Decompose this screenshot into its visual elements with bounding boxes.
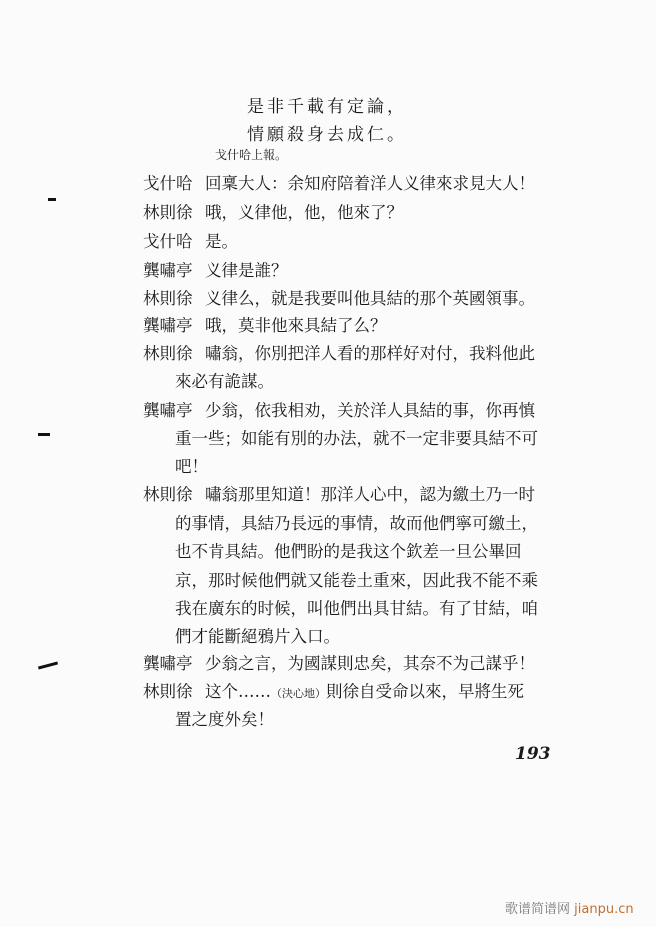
dialogue-line [143, 203, 403, 223]
dialogue-line [143, 401, 535, 421]
stage-direction: 戈什哈上報。 [215, 148, 288, 162]
dialogue-line [143, 261, 288, 281]
speaker: 龔嘯亭 [143, 261, 193, 280]
dialogue-line [143, 316, 387, 336]
speech: 义律是誰？ [205, 261, 288, 280]
speech: 哦，义律他，他，他來了？ [205, 203, 403, 222]
watermark-text: 歌谱简谱网 [505, 902, 571, 917]
dialogue-line [143, 682, 524, 704]
watermark-url: jianpu.cn [574, 902, 634, 917]
speech: 少翁之言，为國謀則忠矣，其奈不为己謀乎！ [205, 654, 535, 673]
speaker: 林則徐 [143, 203, 193, 222]
speech: 嘯翁那里知道！那洋人心中，認为繳土乃一时 [205, 485, 535, 504]
speech: 則徐自受命以來，早將生死 [326, 682, 524, 701]
speaker: 龔嘯亭 [143, 401, 193, 420]
speech: 义律么，就是我要叫他具結的那个英國領事。 [205, 289, 535, 308]
dialogue-continuation: 來必有詭謀。 [175, 372, 274, 391]
dialogue-continuation: 京，那时候他們就又能卷土重來，因此我不能不乘 [175, 571, 538, 590]
margin-mark [48, 198, 56, 201]
page-number: 193 [515, 744, 551, 764]
dialogue-line [143, 232, 238, 252]
dialogue-continuation: 們才能斷絕鴉片入口。 [175, 627, 340, 646]
speaker: 林則徐 [143, 485, 193, 504]
speaker: 戈什哈 [143, 174, 193, 193]
dialogue-continuation: 的事情，具結乃長远的事情，故而他們寧可繳土， [175, 514, 538, 533]
speech: 这个…… [205, 682, 271, 701]
margin-mark [38, 661, 58, 669]
stage-aside: （決心地） [271, 687, 326, 700]
dialogue-line [143, 289, 535, 309]
speech: 是。 [205, 232, 238, 251]
dialogue-line [143, 344, 535, 364]
verse-line-1: 是非千載有定論， [247, 97, 407, 117]
dialogue-line [143, 654, 535, 674]
margin-mark [38, 433, 50, 436]
speech: 回稟大人：余知府陪着洋人义律來求見大人！ [205, 174, 535, 193]
dialogue-continuation: 置之度外矣！ [175, 710, 274, 729]
watermark [505, 898, 634, 917]
dialogue-line [143, 174, 535, 194]
dialogue-continuation: 我在廣东的时候，叫他們出具甘結。有了甘結，咱 [175, 599, 538, 618]
dialogue-continuation: 也不肯具結。他們盼的是我这个欽差一旦公畢回 [175, 542, 522, 561]
speech: 哦，莫非他來具結了么？ [205, 316, 387, 335]
speaker: 龔嘯亭 [143, 316, 193, 335]
speech: 少翁，依我相劝，关於洋人具結的事，你再慎 [205, 401, 535, 420]
verse-line-2: 情願殺身去成仁。 [247, 125, 407, 145]
speech: 嘯翁，你別把洋人看的那样好对付，我料他此 [205, 344, 535, 363]
dialogue-continuation: 重一些；如能有別的办法，就不一定非要具結不可 [175, 429, 538, 448]
dialogue-line [143, 485, 535, 505]
speaker: 林則徐 [143, 289, 193, 308]
speaker: 林則徐 [143, 682, 193, 701]
speaker: 林則徐 [143, 344, 193, 363]
speaker: 龔嘯亭 [143, 654, 193, 673]
speaker: 戈什哈 [143, 232, 193, 251]
dialogue-continuation: 吧！ [175, 457, 208, 476]
